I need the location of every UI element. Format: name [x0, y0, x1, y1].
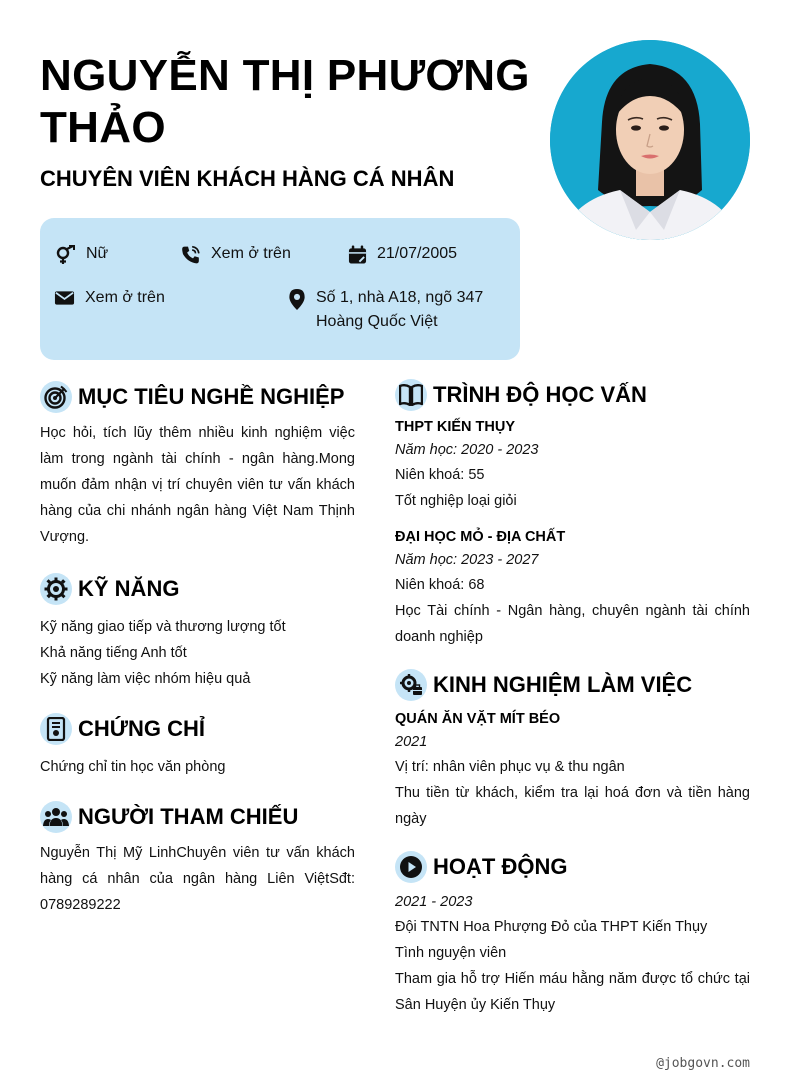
references-header [40, 800, 355, 834]
school-name: THPT KIẾN THỤY [395, 419, 516, 435]
school-cohort: Niên khoá: 55 [395, 467, 485, 483]
experience-entry [395, 708, 750, 832]
phone-text: Xem ở trên [211, 245, 291, 262]
play-icon [395, 851, 427, 883]
calendar-icon [348, 245, 367, 265]
activity-org: Đội TNTN Hoa Phượng Đỏ của THPT Kiến Thụy [395, 919, 708, 935]
activities-header [395, 850, 750, 884]
gender-item [54, 242, 108, 266]
activity-years: 2021 - 2023 [395, 894, 473, 910]
email-icon [54, 289, 75, 307]
school-detail: Học Tài chính - Ngân hàng, chuyên ngành tài chính doanh nghiệp [395, 603, 750, 645]
objective-title: MỤC TIÊU NGHỀ NGHIỆP [78, 384, 345, 409]
certificates-list [40, 754, 355, 780]
education-title: TRÌNH ĐỘ HỌC VẤN [433, 382, 647, 407]
left-column [40, 380, 355, 918]
experience-title: KINH NGHIỆM LÀM VIỆC [433, 672, 693, 697]
watermark: @jobgovn.com [656, 1056, 750, 1071]
experience-year: 2021 [395, 734, 428, 750]
birthday-item [348, 242, 457, 266]
email-text: Xem ở trên [85, 289, 165, 306]
references-title: NGƯỜI THAM CHIẾU [78, 804, 299, 829]
right-column [395, 378, 750, 1018]
location-icon [288, 289, 306, 310]
address-line-2: Hoàng Quốc Việt [316, 313, 438, 330]
email-item [54, 286, 165, 310]
target-icon [40, 381, 72, 413]
gender-icon [54, 245, 76, 265]
skill-item: Kỹ năng làm việc nhóm hiệu quả [40, 671, 251, 687]
people-icon [40, 801, 72, 833]
candidate-name: NGUYỄN THỊ PHƯƠNG THẢO [40, 51, 530, 152]
briefcase-gear-icon [395, 669, 427, 701]
company-name: QUÁN ĂN VẶT MÍT BÉO [395, 711, 561, 727]
education-header [395, 378, 750, 412]
school-detail: Tốt nghiệp loại giỏi [395, 493, 517, 509]
address-line-1: Số 1, nhà A18, ngõ 347 [316, 289, 484, 306]
gear-icon [40, 573, 72, 605]
phone-icon [180, 245, 201, 265]
phone-item [180, 242, 291, 266]
skill-item: Kỹ năng giao tiếp và thương lượng tốt [40, 619, 286, 635]
experience-header [395, 668, 750, 702]
activities-title: HOẠT ĐỘNG [433, 854, 568, 879]
birthday-text: 21/07/2005 [377, 245, 458, 262]
book-icon [395, 379, 427, 411]
skills-header [40, 572, 355, 606]
activity-detail: Tham gia hỗ trợ Hiến máu hằng năm được tổ chức tại Sân Huyện ủy Kiến Thụy [395, 971, 750, 1013]
school-years: Năm học: 2020 - 2023 [395, 442, 539, 458]
contact-info-box [40, 218, 520, 360]
certificates-header [40, 712, 355, 746]
certificate-item: Chứng chỉ tin học văn phòng [40, 759, 226, 775]
school-years: Năm học: 2023 - 2027 [395, 552, 539, 568]
address-item [288, 286, 483, 334]
skill-item: Khả năng tiếng Anh tốt [40, 645, 187, 661]
objective-text: Học hỏi, tích lũy thêm nhiều kinh nghiệm việc làm trong ngành tài chính - ngân hàng.Mong muốn đảm nhận vị trí chuyên viên tư vấn khách hàng của chi nhánh ngân hàng Việt Nam Thịnh Vượng. [40, 425, 355, 545]
profile-photo [550, 40, 750, 240]
activities-entry [395, 890, 750, 1018]
school-name: ĐẠI HỌC MỎ - ĐỊA CHẤT [395, 529, 566, 545]
education-entry [395, 526, 750, 650]
education-entry [395, 416, 750, 514]
skills-title: KỸ NĂNG [78, 576, 180, 601]
certificate-icon [40, 713, 72, 745]
certificates-title: CHỨNG CHỈ [78, 716, 206, 741]
references-text: Nguyễn Thị Mỹ LinhChuyên viên tư vấn khách hàng cá nhân của ngân hàng Liên ViệtSđt: 0789289222 [40, 845, 355, 913]
job-title: CHUYÊN VIÊN KHÁCH HÀNG CÁ NHÂN [40, 166, 455, 191]
experience-position: Vị trí: nhân viên phục vụ & thu ngân [395, 759, 625, 775]
skills-list [40, 614, 355, 692]
gender-text: Nữ [86, 245, 109, 262]
experience-detail: Thu tiền từ khách, kiểm tra lại hoá đơn và tiền hàng ngày [395, 785, 750, 827]
school-cohort: Niên khoá: 68 [395, 577, 485, 593]
activity-role: Tình nguyện viên [395, 945, 507, 961]
objective-header [40, 380, 355, 414]
